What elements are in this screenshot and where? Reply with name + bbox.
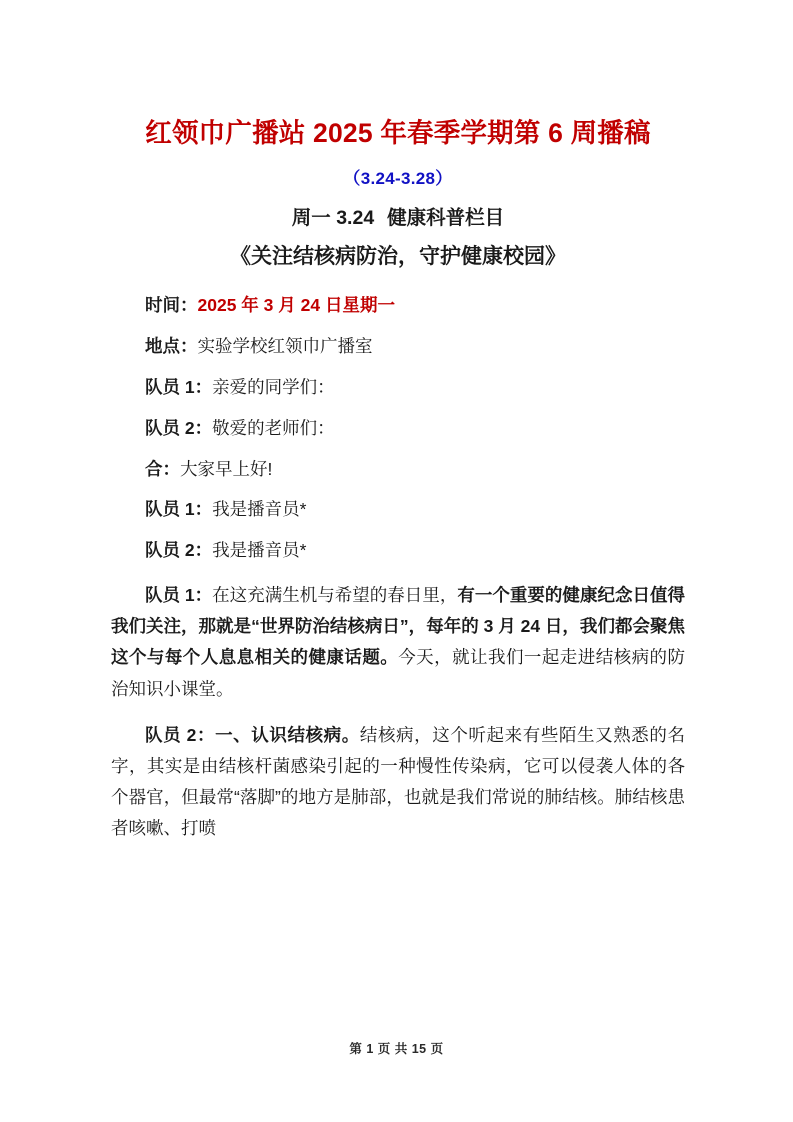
- script-line-text: 亲爱的同学们：: [212, 376, 335, 397]
- script-line: [111, 522, 685, 563]
- script-line: [111, 400, 685, 441]
- page-footer: [0, 1039, 793, 1057]
- page-number: 第 1 页 共 15 页: [349, 1042, 444, 1056]
- column-day: 周一 3.24: [291, 207, 375, 230]
- date-range-text: （3.24-3.28）: [343, 168, 453, 188]
- script-line-speaker: 队员 2：: [145, 540, 213, 561]
- date-range: [111, 155, 685, 192]
- script-line: [111, 441, 685, 482]
- script-paragraph: [111, 705, 685, 845]
- meta-time-value: 2025 年 3 月 24 日星期一: [197, 295, 395, 316]
- script-line-text: 敬爱的老师们：: [212, 417, 335, 438]
- script-line-speaker: 合：: [145, 458, 180, 479]
- script-line: [111, 481, 685, 522]
- column-name: 健康科普栏目: [387, 207, 505, 230]
- script-paragraph-speaker: 队员 2：: [145, 724, 216, 745]
- body-text: 结核病，这个听起来有些陌生又熟悉的名字，其实是由结核杆菌感染引起的一种慢性传染病，它可以侵袭人体的各个器官，但最常“落脚”的地方是肺部，也就是我们常说的肺结核。肺结核患者咳嗽、打喷: [111, 724, 685, 839]
- meta-place: [111, 318, 685, 359]
- body-text: 在这充满生机与希望的春日里，: [212, 585, 458, 606]
- emphasis-text: 有一个重要的健康纪念日值得我们关注，那就是“世界防治结核病日”，每年的 3 月 24 日，我们都会聚焦这个与每个人息息相关的健康话题。: [111, 585, 686, 668]
- script-line-text: 大家早上好!: [180, 458, 273, 479]
- script-paragraph-speaker: 队员 1：: [145, 585, 213, 606]
- document-title: [111, 0, 685, 155]
- script-line-speaker: 队员 1：: [145, 499, 213, 520]
- script-line-speaker: 队员 2：: [145, 417, 213, 438]
- column-heading: [111, 191, 685, 233]
- script-line-text: 我是播音员*: [212, 540, 307, 561]
- script-paragraph: [111, 563, 685, 705]
- meta-place-value: 实验学校红领巾广播室: [197, 336, 373, 357]
- document-title-text: 红领巾广播站 2025 年春季学期第 6 周播稿: [145, 118, 651, 148]
- script-line-text: 我是播音员*: [212, 499, 307, 520]
- document-content: [111, 0, 685, 844]
- emphasis-text: 一、认识结核病。: [215, 724, 360, 745]
- program-title: 《关注结核病防治，守护健康校园》: [230, 244, 566, 268]
- meta-time: [111, 272, 685, 318]
- meta-place-label: 地点：: [145, 336, 198, 357]
- meta-time-label: 时间：: [145, 295, 198, 316]
- script-line: [111, 359, 685, 400]
- script-line-speaker: 队员 1：: [145, 376, 213, 397]
- body-text: 今天，就让我们一起走进结核病的防治知识小课堂。: [111, 647, 686, 699]
